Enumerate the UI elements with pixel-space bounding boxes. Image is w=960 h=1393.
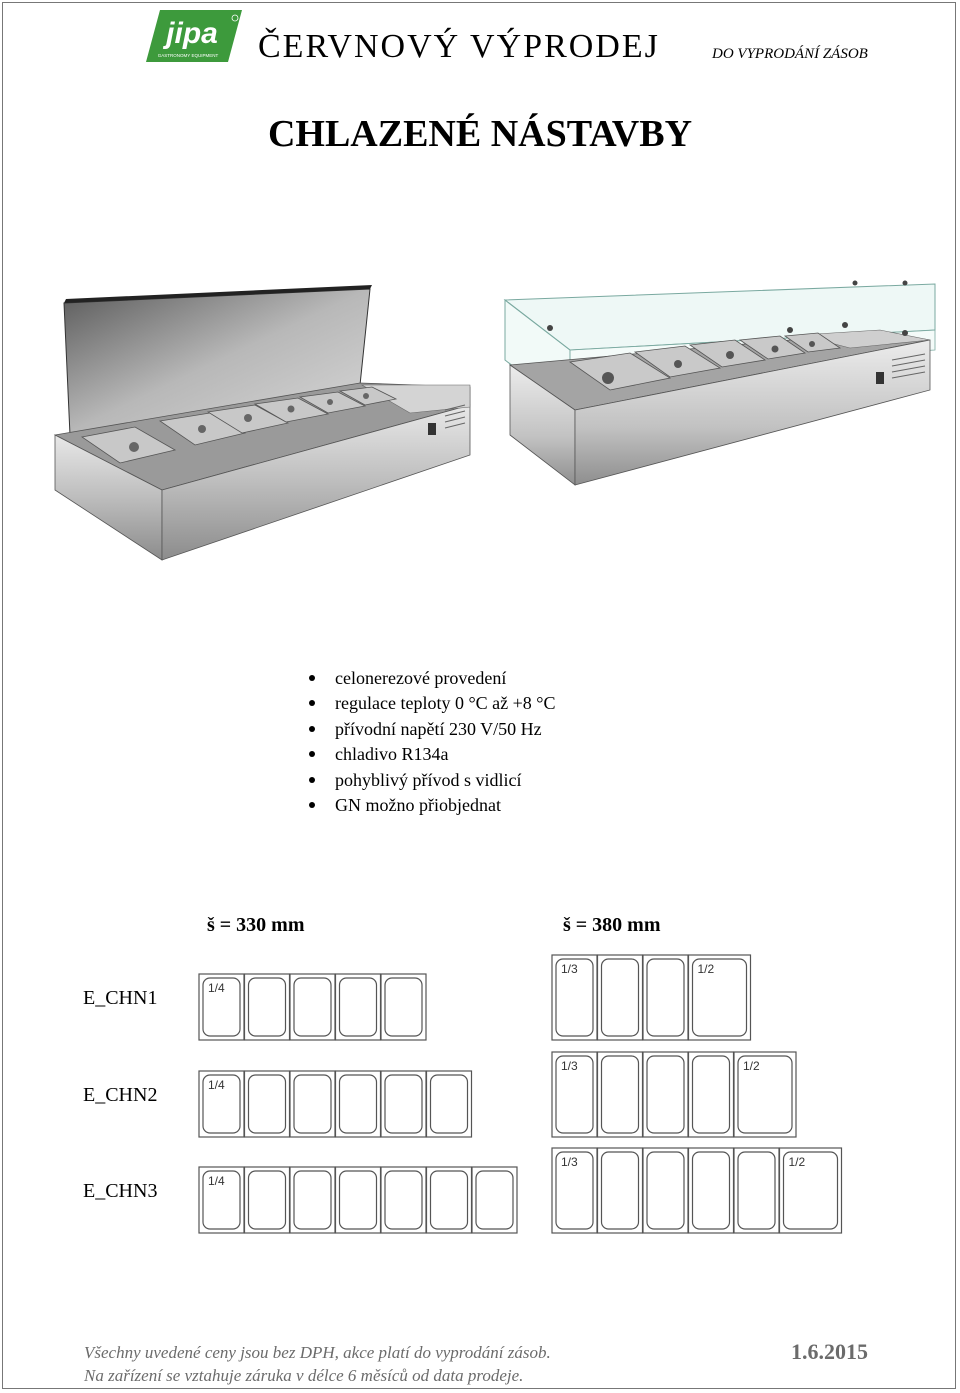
gn-quarter-pan bbox=[290, 1167, 335, 1233]
gn-quarter-pan bbox=[199, 1071, 244, 1137]
feature-item: regulace teploty 0 °C až +8 °C bbox=[306, 691, 555, 716]
gn-third-pan bbox=[734, 1148, 779, 1233]
gn-size-label: 1/4 bbox=[208, 981, 225, 995]
gn-quarter-pan bbox=[245, 1167, 290, 1233]
gn-size-label: 1/2 bbox=[743, 1059, 760, 1073]
gn-quarter-pan bbox=[245, 974, 290, 1040]
jipa-logo bbox=[146, 10, 242, 62]
gn-quarter-pan bbox=[381, 1071, 426, 1137]
footer-date: 1.6.2015 bbox=[791, 1339, 868, 1364]
model-label: E_CHN2 bbox=[83, 1084, 158, 1106]
gn-third-pan bbox=[643, 955, 688, 1040]
product-image-open-lid bbox=[50, 285, 480, 565]
gn-third-pan bbox=[598, 1052, 643, 1137]
gn-size-label: 1/4 bbox=[208, 1174, 225, 1188]
gn-quarter-pan bbox=[427, 1167, 472, 1233]
page-title: CHLAZENÉ NÁSTAVBY bbox=[267, 113, 693, 155]
gn-quarter-pan bbox=[381, 974, 426, 1040]
gn-third-pan bbox=[598, 1148, 643, 1233]
feature-item: celonerezové provedení bbox=[306, 666, 555, 691]
gn-size-label: 1/2 bbox=[697, 962, 715, 976]
footer-note-prices: Všechny uvedené ceny jsou bez DPH, akce platí do vyprodání zásob. bbox=[84, 1343, 551, 1362]
logo-tagline: GASTRONOMY EQUIPMENT bbox=[157, 53, 219, 58]
model-label: E_CHN3 bbox=[83, 1180, 158, 1202]
header-title: ČERVNOVÝ VÝPRODEJ bbox=[258, 28, 660, 65]
gn-size-label: 1/3 bbox=[561, 1155, 578, 1169]
gn-third-pan bbox=[552, 1148, 597, 1233]
feature-item: přívodní napětí 230 V/50 Hz bbox=[306, 717, 555, 742]
gn-size-label: 1/4 bbox=[208, 1078, 225, 1092]
gn-quarter-pan bbox=[290, 1071, 335, 1137]
gn-quarter-pan bbox=[336, 1167, 381, 1233]
header-subtitle: DO VYPRODÁNÍ ZÁSOB bbox=[712, 46, 868, 62]
logo-text: jipa bbox=[166, 17, 218, 50]
gn-quarter-pan bbox=[336, 974, 381, 1040]
column-header-330: š = 330 mm bbox=[207, 914, 305, 936]
gn-size-label: 1/2 bbox=[788, 1155, 806, 1169]
footer-note-warranty: Na zařízení se vztahuje záruka v délce 6 měsíců od data prodeje. bbox=[84, 1366, 524, 1385]
gn-third-pan bbox=[689, 1148, 734, 1233]
column-header-380: š = 380 mm bbox=[563, 914, 661, 936]
features-list bbox=[306, 666, 555, 818]
gn-quarter-pan bbox=[290, 974, 335, 1040]
gn-third-pan bbox=[598, 955, 643, 1040]
product-image-glass-canopy bbox=[500, 270, 940, 495]
gn-quarter-pan bbox=[199, 974, 244, 1040]
gn-third-pan bbox=[643, 1052, 688, 1137]
feature-item: GN možno přiobjednat bbox=[306, 793, 555, 818]
feature-item: pohyblivý přívod s vidlicí bbox=[306, 768, 555, 793]
gn-third-pan bbox=[552, 1052, 597, 1137]
gn-half-pan bbox=[780, 1148, 842, 1233]
gn-third-pan bbox=[689, 1052, 734, 1137]
gn-third-pan bbox=[552, 955, 597, 1040]
gn-size-label: 1/3 bbox=[561, 1059, 578, 1073]
gn-size-label: 1/3 bbox=[561, 962, 578, 976]
gn-third-pan bbox=[643, 1148, 688, 1233]
feature-item: chladivo R134a bbox=[306, 742, 555, 767]
gn-half-pan bbox=[734, 1052, 796, 1137]
gn-half-pan bbox=[689, 955, 751, 1040]
gn-quarter-pan bbox=[381, 1167, 426, 1233]
gn-layout-380 bbox=[549, 950, 849, 1240]
gn-quarter-pan bbox=[427, 1071, 472, 1137]
gn-quarter-pan bbox=[472, 1167, 517, 1233]
gn-layout-330 bbox=[196, 966, 526, 1241]
gn-quarter-pan bbox=[199, 1167, 244, 1233]
gn-quarter-pan bbox=[245, 1071, 290, 1137]
gn-quarter-pan bbox=[336, 1071, 381, 1137]
model-label: E_CHN1 bbox=[83, 987, 158, 1009]
